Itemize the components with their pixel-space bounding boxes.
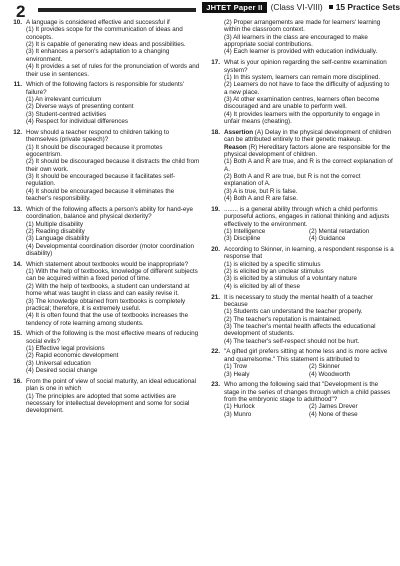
option: (1) Intelligence xyxy=(224,227,266,235)
option: (1) The principles are adopted that some activities are necessary for intellectual development and some for social development. xyxy=(26,392,190,415)
question-20 xyxy=(206,246,394,290)
question-text: Which of the following is the most effective means of reducing social evils? xyxy=(26,330,199,345)
question-23 xyxy=(206,381,394,418)
right-column xyxy=(206,19,394,421)
question-number: 14. xyxy=(13,260,22,268)
option: (2) Both A and R are true, but R is not the correct explanation of A. xyxy=(224,172,361,188)
class-label: (Class VI-VIII) xyxy=(270,2,323,12)
option: (2) Proper arrangements are made for learners' learning within the classroom context. xyxy=(224,19,381,34)
square-bullet-icon xyxy=(329,5,333,9)
question-text: According to Skinner, in learning, a respondent response is a response that xyxy=(224,245,394,261)
option: (3) Munro xyxy=(224,410,252,418)
question-text: What is your opinion regarding the self-centre examination system? xyxy=(224,59,387,74)
option: (1) Both A and R are true, and R is the correct explanation of A. xyxy=(224,158,393,173)
option: (1) is elicited by a specific stimulus xyxy=(224,260,321,268)
question-text: How should a teacher respond to children talking to themselves (private speech)? xyxy=(26,128,170,144)
option: (3) Student-centred activities xyxy=(26,110,107,118)
option: (1) Multiple disability xyxy=(26,220,84,228)
question-number: 12. xyxy=(13,128,22,136)
question-number: 16. xyxy=(13,377,22,385)
option: (4) is elicited by all of these xyxy=(224,282,300,290)
option: (2) The teacher's reputation is maintained. xyxy=(224,315,342,323)
option: (3) The knowledge obtained from textbooks is completely practical; therefore, it is extremely useful. xyxy=(26,297,186,312)
question-21 xyxy=(206,294,394,346)
option: (2) Skinner xyxy=(309,363,340,371)
option: (4) Developmental coordination disorder (motor coordination disability) xyxy=(26,242,195,257)
option: (3) Discipline xyxy=(224,235,261,243)
question-text: It is necessary to study the mental health of a teacher because xyxy=(224,293,374,308)
option: (2) It should be discouraged because it distracts the child from their own work. xyxy=(26,158,200,173)
question-text: From the point of view of social maturity, an ideal educational plan is one in which xyxy=(26,377,196,393)
question-number: 15. xyxy=(13,330,22,338)
option: (4) Woodworth xyxy=(309,370,351,378)
question-text: Who among the following said that "Development is the stage in the series of changes through which a child passes from the embryonic stage to adulthood"? xyxy=(224,381,391,403)
option: (1) Trow xyxy=(224,363,248,371)
question-number: 18. xyxy=(211,128,220,136)
option: (2) It is capable of generating new ideas and possibilities. xyxy=(26,41,186,49)
option: (2) Learners do not have to face the difficulty of adjusting to a new place. xyxy=(224,81,390,96)
option: (4) It provides learners with the opportunity to engage in unfair means (cheating). xyxy=(224,110,380,126)
option: (3) Healy xyxy=(224,370,250,378)
question-number: 10. xyxy=(13,19,22,26)
option: (1) It provides scope for the communication of ideas and concepts. xyxy=(26,26,183,41)
question-text: Which of the following affects a person's ability for hand-eye coordination, balance and physical dexterity? xyxy=(26,205,193,221)
option: (2) is elicited by an unclear stimulus xyxy=(224,268,324,276)
question-10 xyxy=(8,19,200,78)
option: (1) It should be discouraged because it promotes egocentrism. xyxy=(26,143,163,158)
option: (4) Respect for individual differences xyxy=(26,118,129,126)
option: (4) None of these xyxy=(309,410,358,418)
option: (3) Language disability xyxy=(26,235,90,243)
option: (3) It should be encouraged because it facilitates self-regulation. xyxy=(26,172,176,188)
question-number: 23. xyxy=(211,381,220,389)
option: (3) A is true, but R is false. xyxy=(224,187,298,195)
question-text: "A gifted girl prefers sitting at home less and is more active and quarrelsome." This statement is attributed to xyxy=(224,348,388,363)
option: (1) Hurlock xyxy=(224,403,255,411)
question-number: 22. xyxy=(211,348,220,356)
question-number: 13. xyxy=(13,205,22,213)
option: (4) It provides a set of rules for the pronunciation of words and their use in sentences. xyxy=(26,63,200,78)
option: (4) Each learner is provided with education individually. xyxy=(224,48,378,56)
option: (3) The teacher's mental health affects the educational development of students. xyxy=(224,322,376,338)
question-number: 21. xyxy=(211,293,220,301)
question-text: A language is considered effective and successful if xyxy=(26,19,170,26)
option: (3) It enhances a person's adaptation to a changing environment. xyxy=(26,48,170,63)
question-text: Which of the following factors is responsible for students' failure? xyxy=(26,81,185,96)
option: (4) The teacher's self-respect should not be hurt. xyxy=(224,337,360,345)
question-11 xyxy=(8,81,200,125)
option: (3) Universal education xyxy=(26,359,91,367)
option: (1) Effective legal provisions xyxy=(26,345,105,353)
question-18 xyxy=(206,129,394,203)
option: (1) An irrelevant curriculum xyxy=(26,95,102,103)
question-16-continued xyxy=(206,19,394,56)
option: (4) Guidance xyxy=(309,235,346,243)
question-22 xyxy=(206,348,394,377)
question-12 xyxy=(8,129,200,203)
option: (2) Diverse ways of presenting content xyxy=(26,103,134,111)
option: (3) All learners in the class are encouraged to make appropriate social contributions. xyxy=(224,33,368,49)
option: (4) Both A and R are false. xyxy=(224,195,298,203)
option: (3) is elicited by a stimulus of a voluntary nature xyxy=(224,275,357,283)
option: (3) At other examination centres, learners often become discouraged and are unable to perform well. xyxy=(224,95,380,111)
question-19 xyxy=(206,206,394,243)
question-13 xyxy=(8,206,200,258)
left-column xyxy=(8,19,200,418)
question-text: Which statement about textbooks would be inappropriate? xyxy=(26,260,189,268)
option: (1) In this system, learners can remain more disciplined. xyxy=(224,73,381,81)
running-header xyxy=(196,0,400,14)
question-number: 17. xyxy=(211,59,220,67)
option: (2) With the help of textbooks, a student can understand at home what was taught in class and can easily revise it. xyxy=(26,282,190,298)
question-text: ........ is a general ability through which a child performs purposeful actions, engages in rational thinking and adjusts effectively to the environment. xyxy=(224,205,390,228)
exam-label: JHTET Paper II xyxy=(202,2,266,13)
option: (4) It is often found that the use of textbooks increases the tendency of rote learning among students. xyxy=(26,312,189,327)
option: (2) Rapid economic development xyxy=(26,352,119,360)
question-16 xyxy=(8,378,200,415)
option: (2) Mental retardation xyxy=(309,227,370,235)
option: (4) It should be encouraged because it eliminates the teacher's responsibility. xyxy=(26,187,175,203)
question-17 xyxy=(206,59,394,125)
page-number: 2 xyxy=(16,2,26,21)
reason-text: Reason (R) Hereditary factors alone are responsible for the physical development of children. xyxy=(224,143,391,158)
option: (1) Students can understand the teacher properly. xyxy=(224,308,363,316)
option: (2) James Drever xyxy=(309,403,358,411)
option: (2) Reading disability xyxy=(26,227,85,235)
section-label: 15 Practice Sets xyxy=(335,2,400,12)
assertion-text: Assertion (A) Delay in the physical development of children can be attributed entirely to their genetic makeup. xyxy=(224,128,392,144)
question-number: 20. xyxy=(211,245,220,253)
option: (1) With the help of textbooks, knowledge of different subjects can be acquired within a fixed period of time. xyxy=(26,268,198,283)
option: (4) Desired social change xyxy=(26,367,98,375)
question-15 xyxy=(8,330,200,374)
question-number: 19. xyxy=(211,205,220,213)
question-14 xyxy=(8,261,200,327)
question-number: 11. xyxy=(13,81,22,89)
